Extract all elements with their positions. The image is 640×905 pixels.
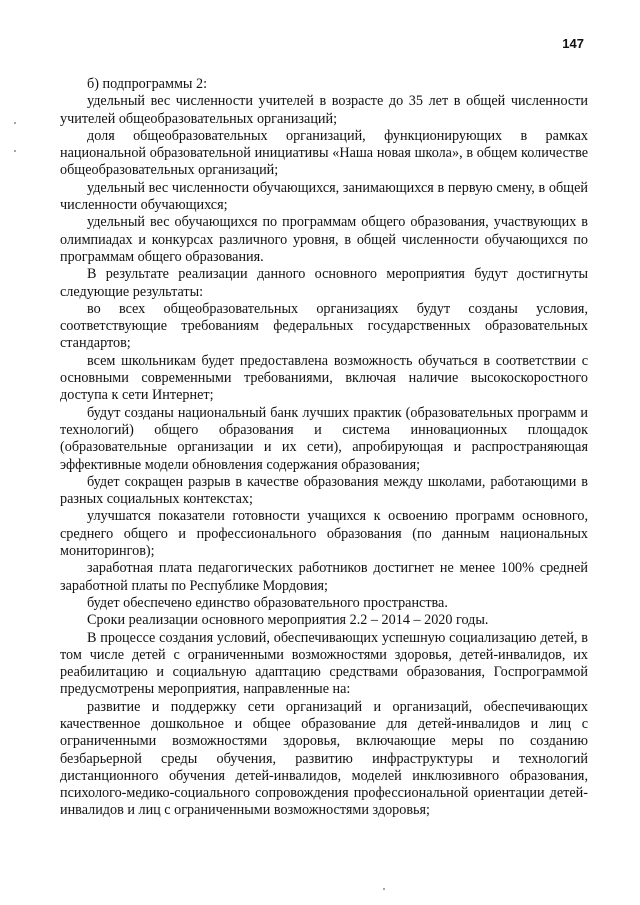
paragraph: во всех общеобразовательных организациях будут созданы условия, соответствующие требованиям федеральных государственных образовательных стандартов; (60, 300, 588, 352)
scan-speck (14, 122, 16, 124)
document-body (60, 76, 588, 820)
scan-speck (14, 150, 16, 152)
paragraph: удельный вес численности обучающихся, занимающихся в первую смену, в общей численности обучающихся; (60, 179, 588, 214)
paragraph: заработная плата педагогических работников достигнет не менее 100% средней заработной платы по Республике Мордовия; (60, 560, 588, 594)
paragraph: Сроки реализации основного мероприятия 2.2 – 2014 – 2020 годы. (87, 612, 489, 629)
scan-speck (383, 888, 385, 890)
paragraph: В результате реализации данного основного мероприятия будут достигнуты следующие результаты: (60, 266, 588, 300)
paragraph: удельный вес обучающихся по программам общего образования, участвующих в олимпиадах и конкурсах различного уровня, в общей численности обучающихся по программам общего образования. (60, 214, 588, 265)
paragraph: удельный вес численности учителей в возрасте до 35 лет в общей численности учителей общеобразовательных организаций; (60, 93, 588, 127)
paragraph: будет сокращен разрыв в качестве образования между школами, работающими в разных социальных контекстах; (60, 473, 588, 508)
page-number: 147 (562, 36, 584, 51)
paragraph: доля общеобразовательных организаций, функционирующих в рамках национальной образовательной инициативы «Наша новая школа», в общем количестве общеобразовательных организаций; (60, 127, 588, 179)
paragraph: будет обеспечено единство образовательного пространства. (87, 594, 448, 611)
paragraph: улучшатся показатели готовности учащихся к освоению программ основного, среднего общего и профессионального образования (по данным национальных мониторингов); (60, 508, 588, 560)
paragraph: б) подпрограммы 2: (87, 76, 208, 92)
paragraph: В процессе создания условий, обеспечивающих успешную социализацию детей, в том числе детей с ограниченными возможностями здоровья, детей-инвалидов, их реабилитацию и социальную адаптацию средствами образования, Госпрограммой предусмотрены мероприятия, направленные на: (60, 629, 588, 698)
paragraph: всем школьникам будет предоставлена возможность обучаться в соответствии с основными современными требованиями, включая наличие высокоскоростного доступа к сети Интернет; (60, 352, 588, 404)
paragraph: будут созданы национальный банк лучших практик (образовательных программ и технологий) общего образования и система инновационных площадок (образовательные организации и их сети), апробирующая и распространяющая эффективные модели обновления содержания образования; (60, 404, 588, 473)
paragraph: развитие и поддержку сети организаций и организаций, обеспечивающих качественное дошкольное и общее образование для детей-инвалидов и лиц с ограниченными возможностями здоровья, включающие меры по созданию безбарьерной среды обучения, развитию инфраструктуры и технологий дистанционного обучения детей-инвалидов, моделей инклюзивного образования, психолого-медико-социального сопровождения профессиональной ориентации детей-инвалидов и лиц с ограниченными возможностями здоровья; (60, 698, 588, 819)
